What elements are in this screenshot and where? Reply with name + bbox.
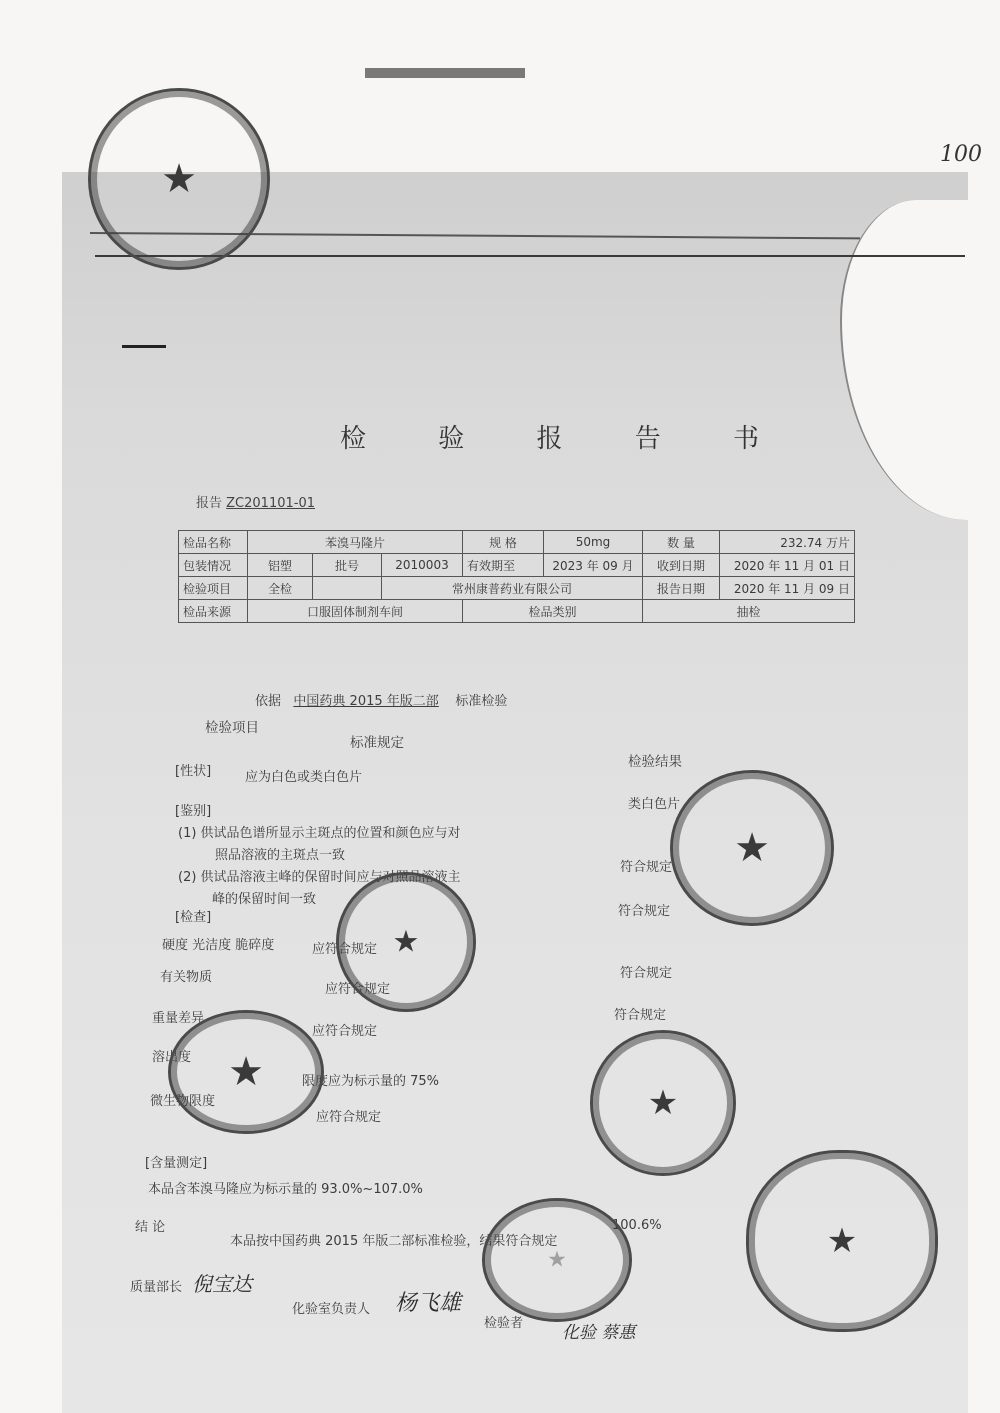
quantity-label: 数 量 — [643, 531, 720, 554]
seal-bottom-center — [482, 1198, 632, 1322]
inspection-row5-standard: 应符合规定 — [316, 1110, 382, 1125]
seal-star-icon: ★ — [228, 1049, 264, 1095]
assay-label: [含量测定] — [145, 1156, 208, 1171]
identification-line3: (2) 供试品溶液主峰的保留时间应与对照品溶液主 — [178, 870, 461, 885]
seal-middle — [336, 872, 476, 1012]
assay-standard: 本品含苯溴马隆应为标示量的 93.0%~107.0% — [148, 1182, 423, 1197]
inspector-label: 检验者 — [484, 1316, 524, 1331]
test-item-value: 全检 — [248, 577, 313, 600]
inspection-row3-result: 符合规定 — [614, 1008, 667, 1023]
conclusion-label: 结 论 — [135, 1220, 166, 1235]
inspection-row3-item: 重量差异 — [152, 1011, 205, 1026]
sample-type-value: 抽检 — [643, 600, 855, 623]
inspection-row1-standard: 应符合规定 — [312, 942, 378, 957]
seal-left-lower — [168, 1010, 324, 1134]
basis-label: 依据 — [255, 694, 282, 709]
seal-bottom-right — [746, 1150, 938, 1332]
seal-star-icon: ★ — [392, 924, 420, 960]
seal-star-icon: ★ — [734, 825, 770, 871]
batch-label: 批号 — [313, 554, 382, 577]
packaging-value: 铝塑 — [248, 554, 313, 577]
report-code: ZC201101-01 — [226, 496, 315, 511]
identification-line4: 峰的保留时间一致 — [212, 892, 317, 907]
product-name: 苯溴马隆片 — [248, 531, 463, 554]
expiry-label: 有效期至 — [463, 554, 544, 577]
inspection-row2-result: 符合规定 — [620, 966, 673, 981]
identification-label: [鉴别] — [175, 804, 212, 819]
inspection-row4-standard: 限度应为标示量的 75% — [302, 1074, 440, 1089]
inspection-row5-item: 微生物限度 — [150, 1094, 216, 1109]
inspection-row2-standard: 应符合规定 — [325, 982, 391, 997]
qa-signature: 倪宝达 — [192, 1272, 252, 1296]
appearance-result: 类白色片 — [628, 797, 681, 812]
header-item: 检验项目 — [205, 720, 259, 736]
manufacturer-value: 常州康普药业有限公司 — [382, 577, 643, 600]
product-name-label: 检品名称 — [179, 531, 248, 554]
quantity-value: 232.74 万片 — [720, 531, 855, 554]
report-number — [196, 492, 315, 511]
basis-suffix: 标准检验 — [455, 694, 508, 709]
received-label: 收到日期 — [643, 554, 720, 577]
sample-info-table — [178, 530, 855, 623]
appearance-label: [性状] — [175, 764, 212, 779]
conclusion-text: 本品按中国药典 2015 年版二部标准检验，结果符合规定 — [230, 1234, 558, 1249]
assay-result: 100.6% — [612, 1218, 662, 1233]
inspection-row1-item: 硬度 光洁度 脆碎度 — [162, 938, 275, 953]
identification-result-2: 符合规定 — [618, 904, 671, 919]
qa-label: 质量部长 — [130, 1280, 183, 1295]
test-item-label: 检验项目 — [179, 577, 248, 600]
header-result: 检验结果 — [628, 754, 682, 770]
seal-star-icon: ★ — [547, 1247, 567, 1273]
inspection-row4-item: 溶出度 — [152, 1050, 192, 1065]
appearance-standard: 应为白色或类白色片 — [245, 770, 363, 785]
inspection-row3-standard: 应符合规定 — [312, 1024, 378, 1039]
seal-star-icon: ★ — [826, 1221, 858, 1261]
spec-value: 50mg — [544, 531, 643, 554]
basis-line — [255, 690, 507, 709]
inspection-label: [检查] — [175, 910, 212, 925]
sample-source-label: 检品来源 — [179, 600, 248, 623]
report-date-label: 报告日期 — [643, 577, 720, 600]
lab-label: 化验室负责人 — [292, 1302, 371, 1317]
expiry-value: 2023 年 09 月 — [544, 554, 643, 577]
seal-star-icon: ★ — [647, 1083, 679, 1123]
seal-right-middle — [670, 770, 834, 926]
batch-value: 2010003 — [382, 554, 463, 577]
spec-label: 规 格 — [463, 531, 544, 554]
basis-standard: 中国药典 2015 年版二部 — [293, 694, 439, 709]
sample-source-value: 口服固体制剂车间 — [248, 600, 463, 623]
scan-artifact — [365, 68, 525, 78]
packaging-label: 包装情况 — [179, 554, 248, 577]
seal-top-left — [88, 88, 270, 270]
identification-line1: (1) 供试品色谱所显示主斑点的位置和颜色应与对 — [178, 826, 461, 841]
seal-right-lower — [590, 1030, 736, 1176]
lab-signature: 杨飞雄 — [395, 1291, 462, 1316]
page-bar-mark — [122, 345, 166, 348]
seal-star-icon: ★ — [161, 156, 197, 202]
identification-line2: 照品溶液的主斑点一致 — [215, 848, 346, 863]
page-number-annotation: 100 — [940, 142, 982, 167]
header-standard: 标准规定 — [350, 735, 404, 751]
sample-type-label: 检品类别 — [463, 600, 643, 623]
received-value: 2020 年 11 月 01 日 — [720, 554, 855, 577]
inspector-signature: 化验 蔡惠 — [562, 1323, 636, 1343]
report-title: 检 验 报 告 书 — [340, 424, 792, 454]
report-date-value: 2020 年 11 月 09 日 — [720, 577, 855, 600]
identification-result-1: 符合规定 — [620, 860, 673, 875]
report-label: 报告 — [196, 496, 223, 511]
inspection-row2-item: 有关物质 — [160, 970, 213, 985]
